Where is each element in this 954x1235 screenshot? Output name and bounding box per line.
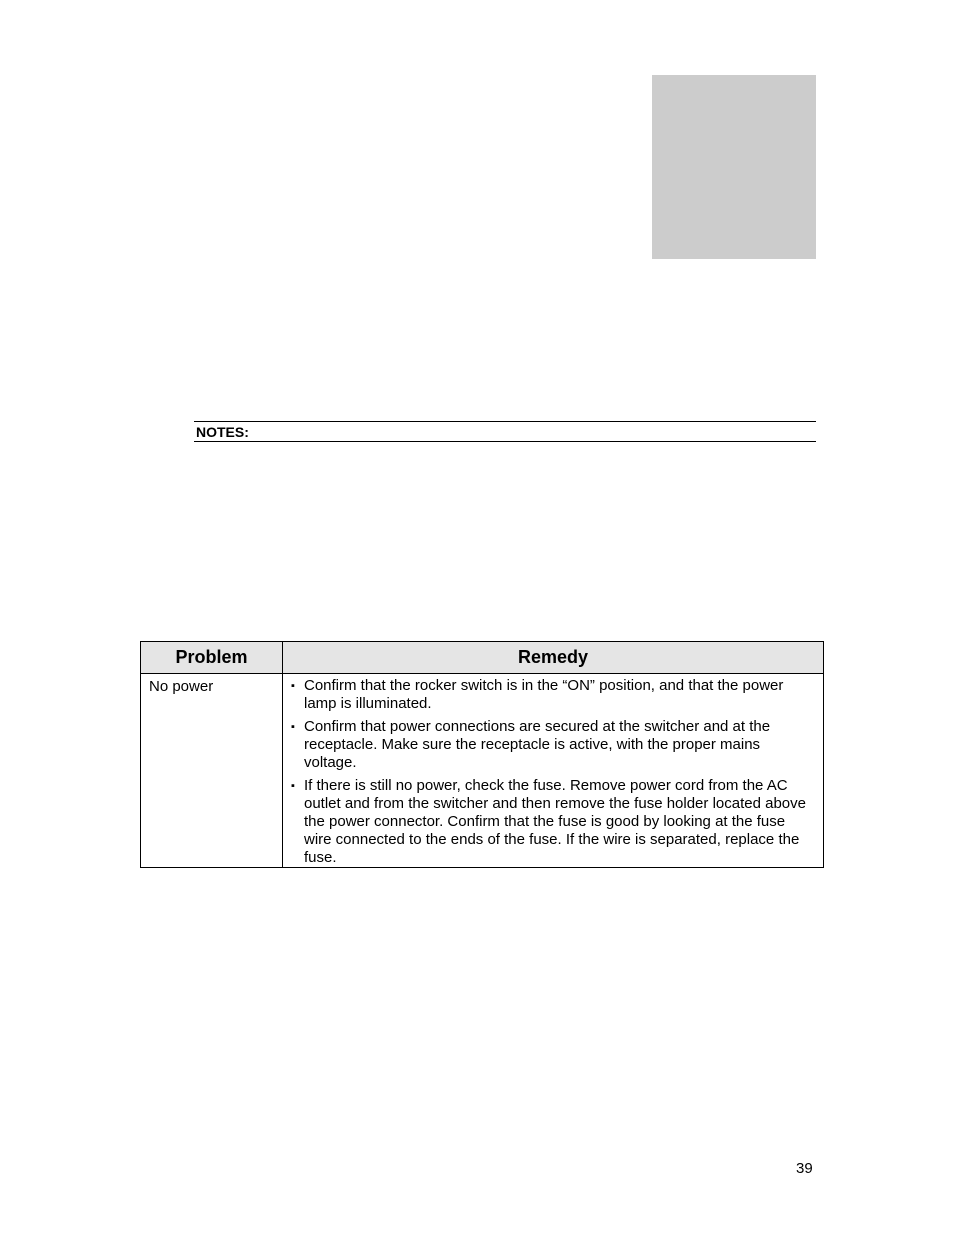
header-problem: Problem (141, 642, 283, 674)
bullet-icon: ▪ (291, 680, 295, 692)
remedy-item (291, 777, 813, 867)
page-number: 39 (796, 1160, 813, 1177)
remedy-item (291, 718, 813, 772)
troubleshooting-table (140, 641, 824, 868)
remedy-text: Confirm that the rocker switch is in the “ON” position, and that the power lamp is illuminated. (304, 677, 784, 712)
bullet-icon: ▪ (291, 721, 295, 733)
header-remedy: Remedy (283, 642, 824, 674)
problem-cell: No power (141, 674, 283, 868)
remedy-text: If there is still no power, check the fuse. Remove power cord from the AC outlet and from the switcher and then remove the fuse holder located above the power connector. Confirm that the fuse is good by looking at the fuse wire connected to the ends of the fuse. If the wire is separated, replace the fuse. (304, 777, 806, 866)
remedy-cell (283, 674, 824, 868)
bullet-icon: ▪ (291, 780, 295, 792)
table-row (141, 674, 824, 868)
remedy-text: Confirm that power connections are secured at the switcher and at the receptacle. Make sure the receptacle is active, with the proper mains voltage. (304, 718, 771, 771)
remedy-list (291, 677, 813, 867)
table-header-row (141, 642, 824, 674)
notes-bar (194, 421, 816, 442)
notes-label: NOTES: (196, 424, 249, 440)
gray-placeholder-block (652, 75, 816, 259)
remedy-item (291, 677, 813, 713)
